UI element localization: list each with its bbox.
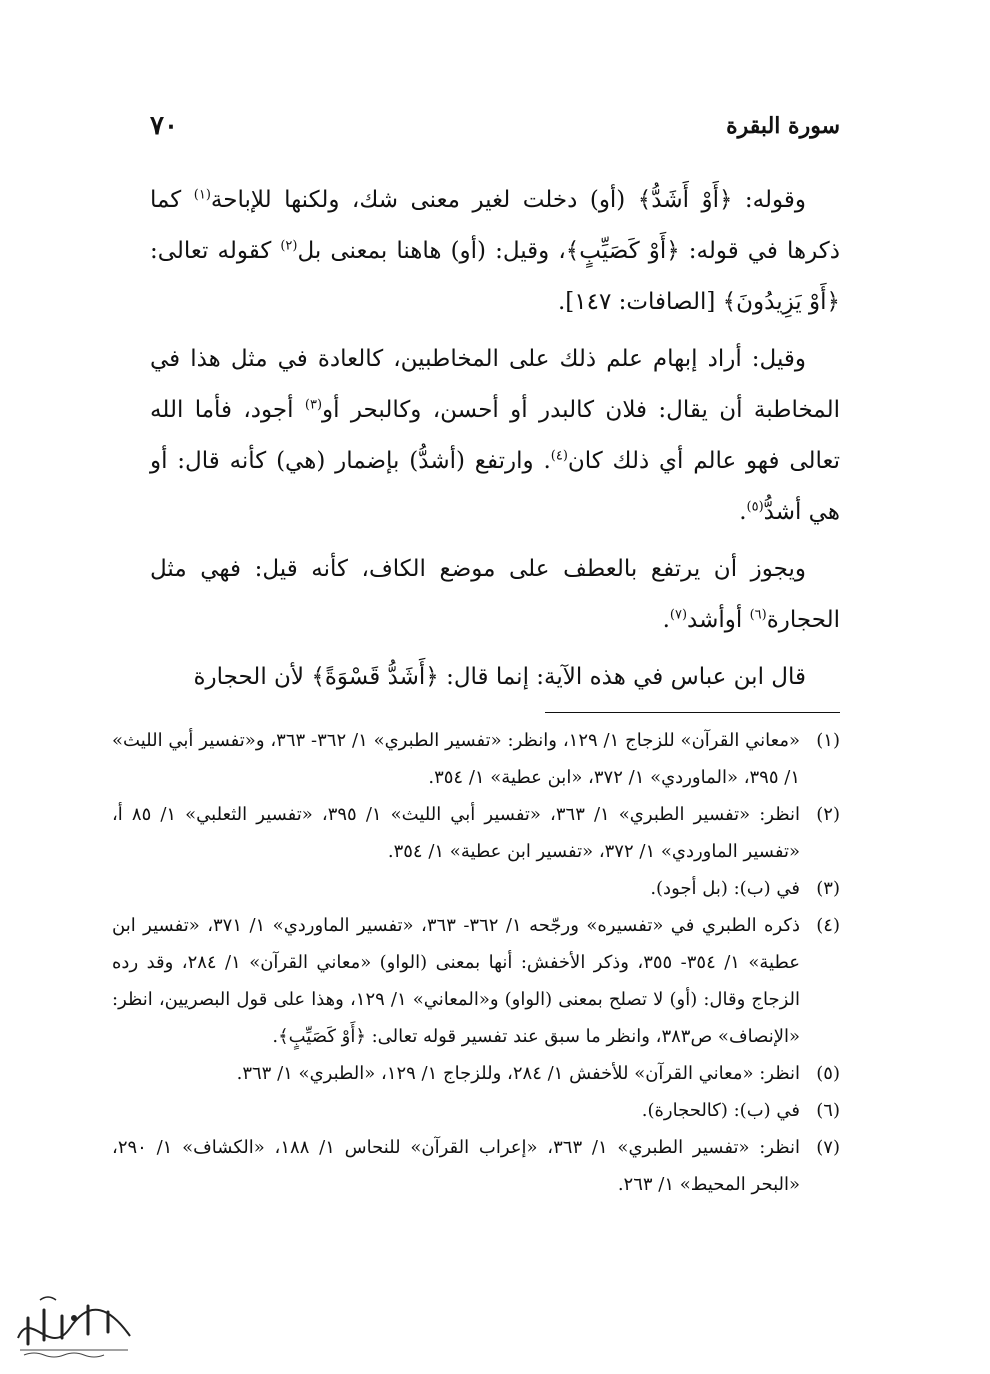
paragraph	[150, 334, 840, 538]
page-number: ٧٠	[150, 111, 178, 141]
footnote-number: (٢)	[816, 804, 840, 825]
main-text	[150, 175, 840, 709]
text-run: وقوله: ﴿أَوْ أَشَدُّ﴾ (أو) دخلت لغير معنى شك، ولكنها للإباحة	[210, 187, 806, 213]
paragraph	[150, 544, 840, 646]
text-run: وقيل: أراد إبهام علم ذلك على المخاطبين، كالعادة في مثل هذا في المخاطبة أن يقال: فلان كالبدر أو أحسن، وكالبحر أو	[150, 346, 840, 423]
publisher-logo	[10, 1288, 138, 1360]
footnote-separator	[545, 712, 840, 713]
footnote-ref[interactable]: (٧)	[669, 607, 688, 623]
text-run: .	[662, 607, 670, 633]
text-run: . وارتفع (أشدُّ) بإضمار (هي) كأنه قال: أو هي أشدُّ	[150, 448, 840, 525]
footnote-item	[112, 1129, 840, 1203]
footnote-item	[112, 722, 840, 796]
footnote-ref[interactable]: (٦)	[749, 607, 767, 623]
footnotes	[112, 722, 840, 1203]
footnote-text: «معاني القرآن» للزجاج ١/ ١٢٩، وانظر: «تفسير الطبري» ١/ ٣٦٢- ٣٦٣، و«تفسير أبي الليث» ١/ ٣٩٥، «الماوردي» ١/ ٣٧٢، «ابن عطية» ١/ ٣٥٤.	[112, 730, 800, 788]
footnote-item	[112, 796, 840, 870]
text-run: أوأشد	[687, 607, 750, 633]
footnote-item	[112, 1055, 840, 1092]
footnote-text: انظر: «تفسير الطبري» ١/ ٣٦٣، «تفسير أبي الليث» ١/ ٣٩٥، «تفسير الثعلبي» ١/ ٨٥ أ، «تفسير الماوردي» ١/ ٣٧٢، «تفسير ابن عطية» ١/ ٣٥٤.	[112, 804, 801, 862]
text-run: أجود، فأما الله تعالى فهو عالم أي ذلك كان	[150, 397, 841, 474]
footnote-text: في (ب): (بل أجود).	[650, 878, 800, 899]
footnote-number: (٧)	[816, 1137, 840, 1158]
footnote-ref[interactable]: (١)	[193, 187, 211, 203]
footnote-number: (٤)	[816, 915, 840, 936]
page-header	[150, 106, 840, 146]
text-run: كقوله تعالى: ﴿أَوْ يَزِيدُونَ﴾ [الصافات: ١٤٧].	[150, 238, 840, 315]
text-run: قال ابن عباس في هذه الآية: إنما قال: ﴿أَشَدُّ قَسْوَةً﴾ لأن الحجارة	[193, 664, 806, 690]
footnote-text: في (ب): (كالحجارة).	[641, 1100, 800, 1121]
text-run: .	[739, 499, 747, 525]
footnote-number: (٣)	[816, 878, 840, 899]
footnote-number: (١)	[816, 730, 840, 751]
footnote-item	[112, 870, 840, 907]
footnote-text: انظر: «تفسير الطبري» ١/ ٣٦٣، «إعراب القرآن» للنحاس ١/ ١٨٨، «الكشاف» ١/ ٢٩٠، «البحر المحيط» ١/ ٢٦٣.	[112, 1137, 801, 1195]
footnote-item	[112, 1092, 840, 1129]
footnote-ref[interactable]: (٥)	[746, 499, 764, 515]
paragraph	[150, 652, 840, 703]
paragraph	[150, 175, 840, 328]
footnote-ref[interactable]: (٣)	[304, 397, 323, 413]
footnote-text: انظر: «معاني القرآن» للأخفش ١/ ٢٨٤، وللزجاج ١/ ١٢٩، «الطبري» ١/ ٣٦٣.	[236, 1063, 800, 1084]
footnote-number: (٦)	[816, 1100, 840, 1121]
footnote-number: (٥)	[816, 1063, 840, 1084]
footnote-ref[interactable]: (٢)	[280, 238, 298, 254]
footnote-text: ذكره الطبري في «تفسيره» ورجّحه ١/ ٣٦٢- ٣٦٣، «تفسير الماوردي» ١/ ٣٧١، «تفسير ابن عطية» ١/ ٣٥٤- ٣٥٥، وذكر الأخفش: أنها بمعنى (الواو) «معاني القرآن» ١/ ٢٨٤، وقد رده الزجاج وقال: (أو) لا تصلح بمعنى (الواو) و«المعاني» ١/ ١٢٩، وهذا على قول البصريين، انظر: «الإنصاف» ص٣٨٣، وانظر ما سبق عند تفسير قوله تعالى: ﴿أَوْ كَصَيِّبٍ﴾.	[112, 915, 800, 1047]
text-run: ويجوز أن يرتفع بالعطف على موضع الكاف، كأنه قيل: فهي مثل الحجارة	[150, 556, 840, 633]
surah-title: سورة البقرة	[726, 113, 840, 139]
text-run: كما ذكرها في قوله: ﴿أَوْ كَصَيِّبٍ﴾، وقيل: (أو) هاهنا بمعنى بل	[150, 187, 840, 264]
footnote-ref[interactable]: (٤)	[550, 448, 568, 464]
footnote-item	[112, 907, 840, 1055]
